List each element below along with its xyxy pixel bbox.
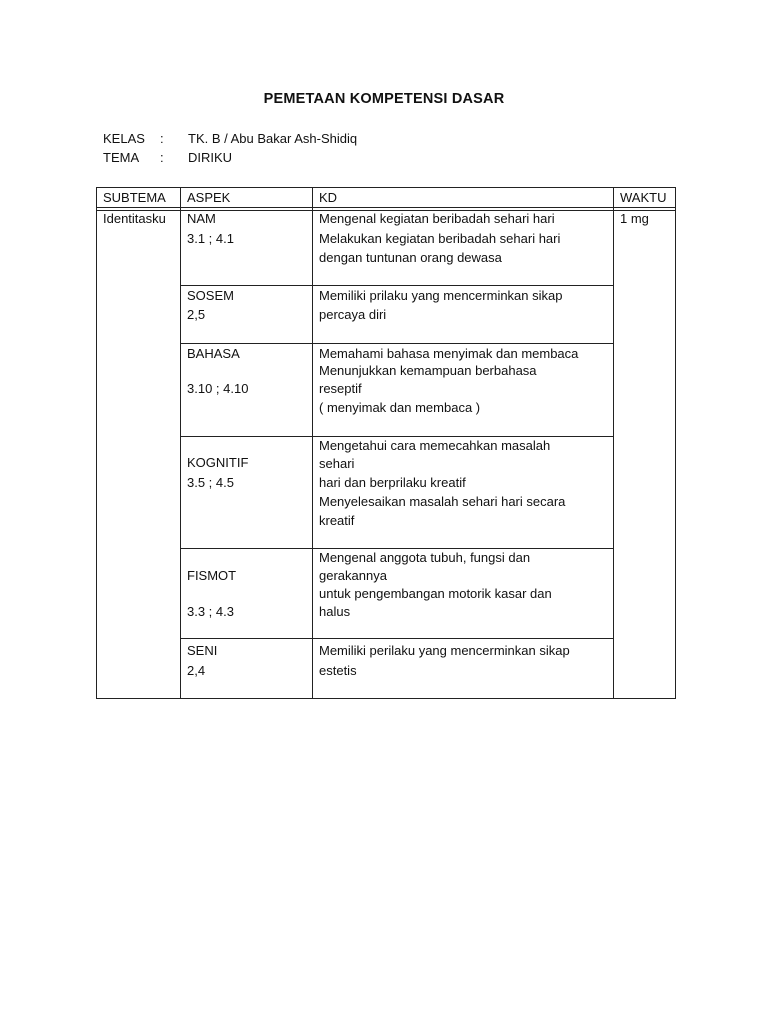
header-kd: KD [319,190,338,205]
kd-line: Menunjukkan kemampuan berbahasa [319,363,537,378]
kd-table [96,187,676,699]
aspek-name: NAM [187,211,216,226]
kd-line: Mengetahui cara memecahkan masalah [319,438,551,453]
aspek-code: 3.10 ; 4.10 [187,381,249,396]
row-divider [180,638,614,639]
kelas-colon: : [160,131,164,146]
kd-line: hari dan berprilaku kreatif [319,475,466,490]
aspek-name: BAHASA [187,346,240,361]
kd-line: dengan tuntunan orang dewasa [319,250,502,265]
kd-line: Mengenal kegiatan beribadah sehari hari [319,211,555,226]
aspek-code: 2,5 [187,307,206,322]
row-divider [180,343,614,344]
header-divider [97,207,675,208]
aspek-code: 3.5 ; 4.5 [187,475,234,490]
aspek-name: FISMOT [187,568,237,583]
kd-line: sehari [319,456,355,471]
kd-line: percaya diri [319,307,387,322]
header-aspek: ASPEK [187,190,231,205]
aspek-name: KOGNITIF [187,455,249,470]
waktu-cell: 1 mg [620,211,649,226]
tema-value: DIRIKU [188,150,233,165]
subtema-cell: Identitasku [103,211,166,226]
kd-line: reseptif [319,381,362,396]
kd-line: Mengenal anggota tubuh, fungsi dan [319,550,531,565]
kelas-value: TK. B / Abu Bakar Ash-Shidiq [188,131,358,146]
page-title: PEMETAAN KOMPETENSI DASAR [263,91,505,107]
kelas-label: KELAS [103,131,145,146]
header-subtema: SUBTEMA [103,190,166,205]
table-divider [613,188,614,698]
kd-line: halus [319,604,351,619]
kd-line: Memahami bahasa menyimak dan membaca [319,346,579,361]
kd-line: Menyelesaikan masalah sehari hari secara [319,494,566,509]
tema-label: TEMA [103,150,140,165]
table-divider [180,188,181,698]
header-waktu: WAKTU [620,190,667,205]
kd-line: kreatif [319,513,355,528]
aspek-code: 3.3 ; 4.3 [187,604,234,619]
kd-line: Memiliki perilaku yang mencerminkan sikap [319,643,570,658]
kd-line: gerakannya [319,568,387,583]
aspek-code: 2,4 [187,663,206,678]
kd-line: ( menyimak dan membaca ) [319,400,481,415]
row-divider [180,285,614,286]
table-divider [312,188,313,698]
kd-line: Memiliki prilaku yang mencerminkan sikap [319,288,563,303]
aspek-code: 3.1 ; 4.1 [187,231,234,246]
kd-line: untuk pengembangan motorik kasar dan [319,586,552,601]
kd-line: estetis [319,663,357,678]
aspek-name: SENI [187,643,218,658]
kd-line: Melakukan kegiatan beribadah sehari hari [319,231,561,246]
tema-colon: : [160,150,164,165]
aspek-name: SOSEM [187,288,234,303]
